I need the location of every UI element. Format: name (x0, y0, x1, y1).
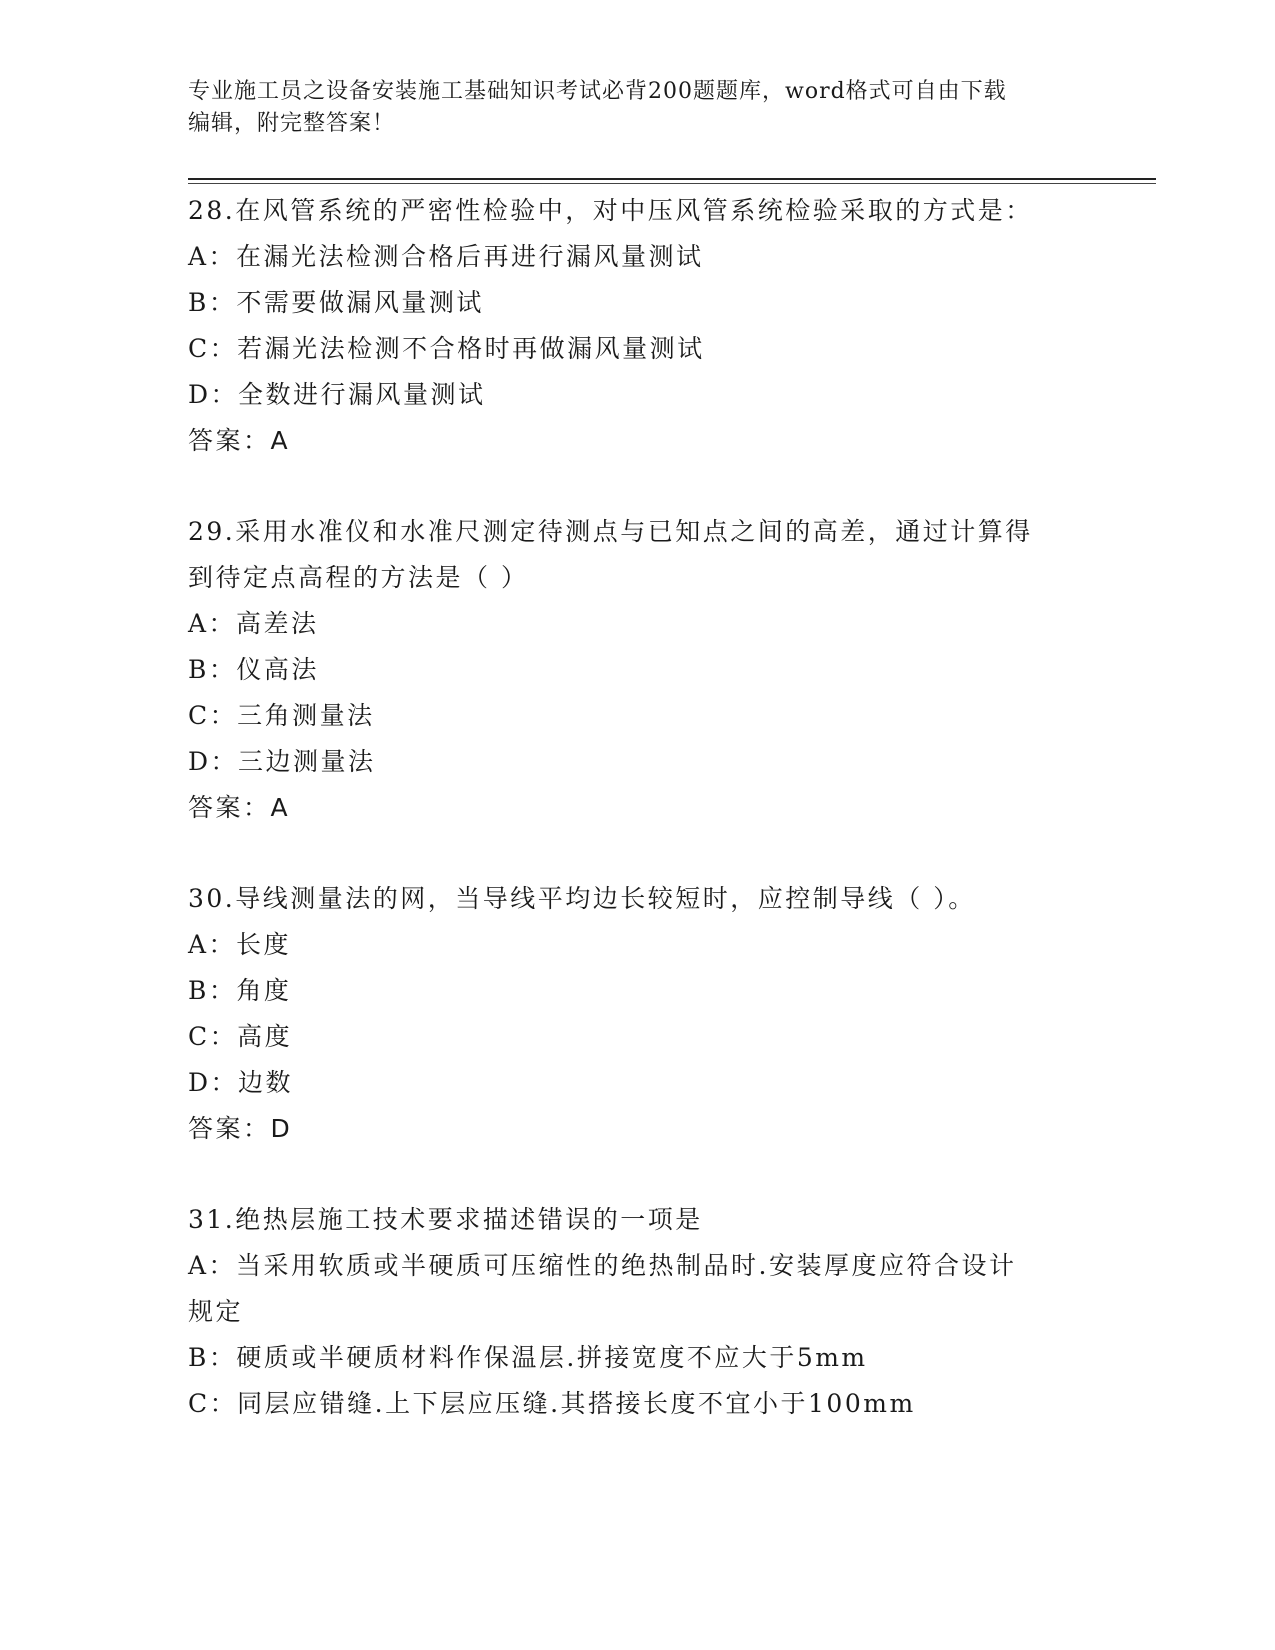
answer-option-line: A：当采用软质或半硬质可压缩性的绝热制品时.安装厚度应符合设计 (188, 1251, 1017, 1280)
question-stem-line: 30.导线测量法的网，当导线平均边长较短时，应控制导线（ ）。 (188, 884, 976, 913)
header-line-1: 专业施工员之设备安装施工基础知识考试必背200题题库，word格式可自由下载 (188, 79, 1007, 104)
answer-option-line: B：不需要做漏风量测试 (188, 288, 484, 317)
answer-option-line: A：在漏光法检测合格后再进行漏风量测试 (188, 242, 704, 271)
answer-key: 答案：A (188, 426, 291, 455)
question-stem-line: 到待定点高程的方法是（ ） (188, 563, 529, 592)
question-block (188, 1197, 1088, 1427)
answer-option-line: D：三边测量法 (188, 747, 376, 776)
header-divider-thick (188, 178, 1156, 180)
answer-option-line: B：角度 (188, 976, 292, 1005)
answer-option-line: B：仪高法 (188, 655, 319, 684)
answer-option-line: C：若漏光法检测不合格时再做漏风量测试 (188, 334, 705, 363)
question-spacer (188, 464, 1088, 509)
answer-key: 答案：A (188, 793, 291, 822)
answer-option-line: A：长度 (188, 930, 292, 959)
answer-option-line: C：高度 (188, 1022, 293, 1051)
answer-option-line: C：三角测量法 (188, 701, 375, 730)
question-spacer (188, 1152, 1088, 1197)
question-stem-line: 29.采用水准仪和水准尺测定待测点与已知点之间的高差，通过计算得 (188, 517, 1033, 546)
answer-option-line: 规定 (188, 1297, 244, 1326)
header-line-2: 编辑，附完整答案！ (188, 111, 396, 136)
answer-option-line: B：硬质或半硬质材料作保温层.拼接宽度不应大于5mm (188, 1343, 868, 1372)
question-block (188, 509, 1088, 831)
question-stem-line: 31.绝热层施工技术要求描述错误的一项是 (188, 1205, 703, 1234)
question-stem-line: 28.在风管系统的严密性检验中，对中压风管系统检验采取的方式是： (188, 196, 1033, 225)
document-header (188, 76, 1088, 140)
header-divider-thin (188, 183, 1156, 184)
question-block (188, 188, 1088, 464)
answer-option-line: D：边数 (188, 1068, 294, 1097)
question-list (188, 188, 1088, 1427)
question-block (188, 876, 1088, 1152)
answer-option-line: A：高差法 (188, 609, 319, 638)
answer-option-line: C：同层应错缝.上下层应压缝.其搭接长度不宜小于100mm (188, 1389, 916, 1418)
question-spacer (188, 831, 1088, 876)
answer-option-line: D：全数进行漏风量测试 (188, 380, 486, 409)
answer-key: 答案：D (188, 1114, 293, 1143)
